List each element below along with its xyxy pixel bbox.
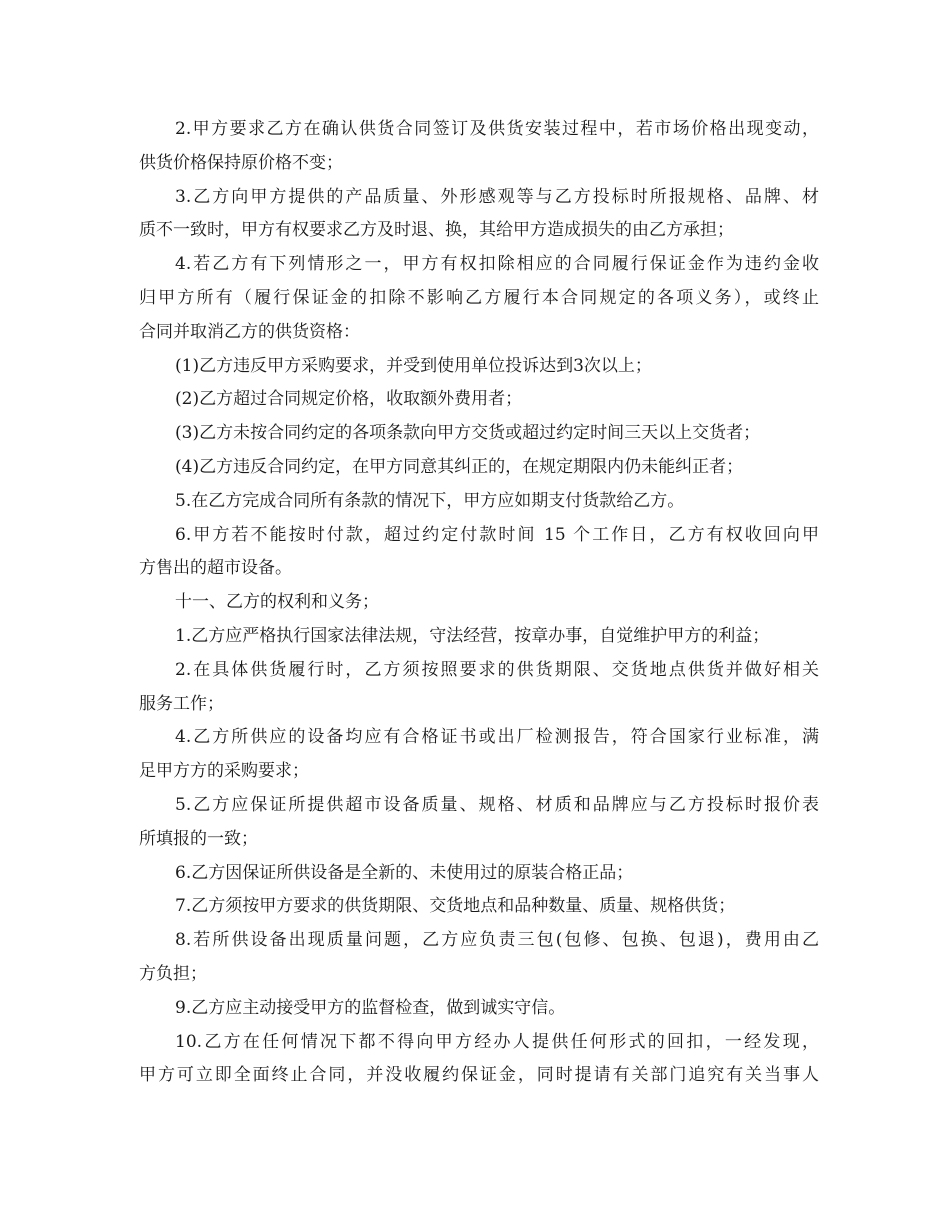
document-body [139,113,819,1093]
paragraph-line: 8.若所供设备出现质量问题，乙方应负责三包(包修、包换、包退)，费用由乙 [175,930,819,951]
paragraph-line: 5.乙方应保证所提供超市设备质量、规格、材质和品牌应与乙方投标时报价表 [175,794,819,815]
paragraph-line: 甲方可立即全面终止合同，并没收履约保证金，同时提请有关部门追究有关当事人 [139,1065,819,1086]
paragraph-line: 9.乙方应主动接受甲方的监督检查，做到诚实守信。 [175,997,566,1018]
paragraph-line: (3)乙方未按合同约定的各项条款向甲方交货或超过约定时间三天以上交货者； [175,423,761,444]
paragraph-line: 2.在具体供货履行时，乙方须按照要求的供货期限、交货地点供货并做好相关 [175,659,819,680]
paragraph-line: 6.乙方因保证所供设备是全新的、未使用过的原装合格正品； [175,862,634,883]
paragraph-line: 足甲方方的采购要求； [139,761,309,782]
paragraph-line: 归甲方所有（履行保证金的扣除不影响乙方履行本合同规定的各项义务），或终止 [139,287,819,308]
paragraph-line: (4)乙方违反合同约定，在甲方同意其纠正的，在规定期限内仍未能纠正者； [175,456,744,477]
paragraph-line: 服务工作； [139,693,224,714]
paragraph-line: 2.甲方要求乙方在确认供货合同签订及供货安装过程中，若市场价格出现变动， [175,119,819,139]
paragraph-line: 方售出的超市设备。 [139,558,292,579]
paragraph-line: (1)乙方违反甲方采购要求，并受到使用单位投诉达到3次以上； [175,355,652,376]
paragraph-line: 4.若乙方有下列情形之一，甲方有权扣除相应的合同履行保证金作为违约金收 [175,254,819,275]
paragraph-line: 十一、乙方的权利和义务； [175,592,379,613]
paragraph-line: (2)乙方超过合同规定价格，收取额外费用者； [175,389,523,410]
paragraph-line: 方负担； [139,963,207,984]
paragraph-line: 6.甲方若不能按时付款，超过约定付款时间 15 个工作日，乙方有权收回向甲 [175,524,819,545]
paragraph-line: 质不一致时，甲方有权要求乙方及时退、换，其给甲方造成损失的由乙方承担； [139,220,734,241]
paragraph-line: 10.乙方在任何情况下都不得向甲方经办人提供任何形式的回扣，一经发现， [175,1031,819,1052]
paragraph-line: 供货价格保持原价格不变； [139,152,343,173]
paragraph-line: 4.乙方所供应的设备均应有合格证书或出厂检测报告，符合国家行业标准，满 [175,727,819,748]
paragraph-line: 3.乙方向甲方提供的产品质量、外形感观等与乙方投标时所报规格、品牌、材 [175,186,819,207]
paragraph-line: 所填报的一致； [139,828,258,849]
paragraph-line: 7.乙方须按甲方要求的供货期限、交货地点和品种数量、质量、规格供货； [175,896,736,917]
paragraph-line: 合同并取消乙方的供货资格： [139,321,360,342]
paragraph-line: 1.乙方应严格执行国家法律法规，守法经营，按章办事，自觉维护甲方的利益； [175,625,770,646]
paragraph-line: 5.在乙方完成合同所有条款的情况下，甲方应如期支付货款给乙方。 [175,490,685,511]
